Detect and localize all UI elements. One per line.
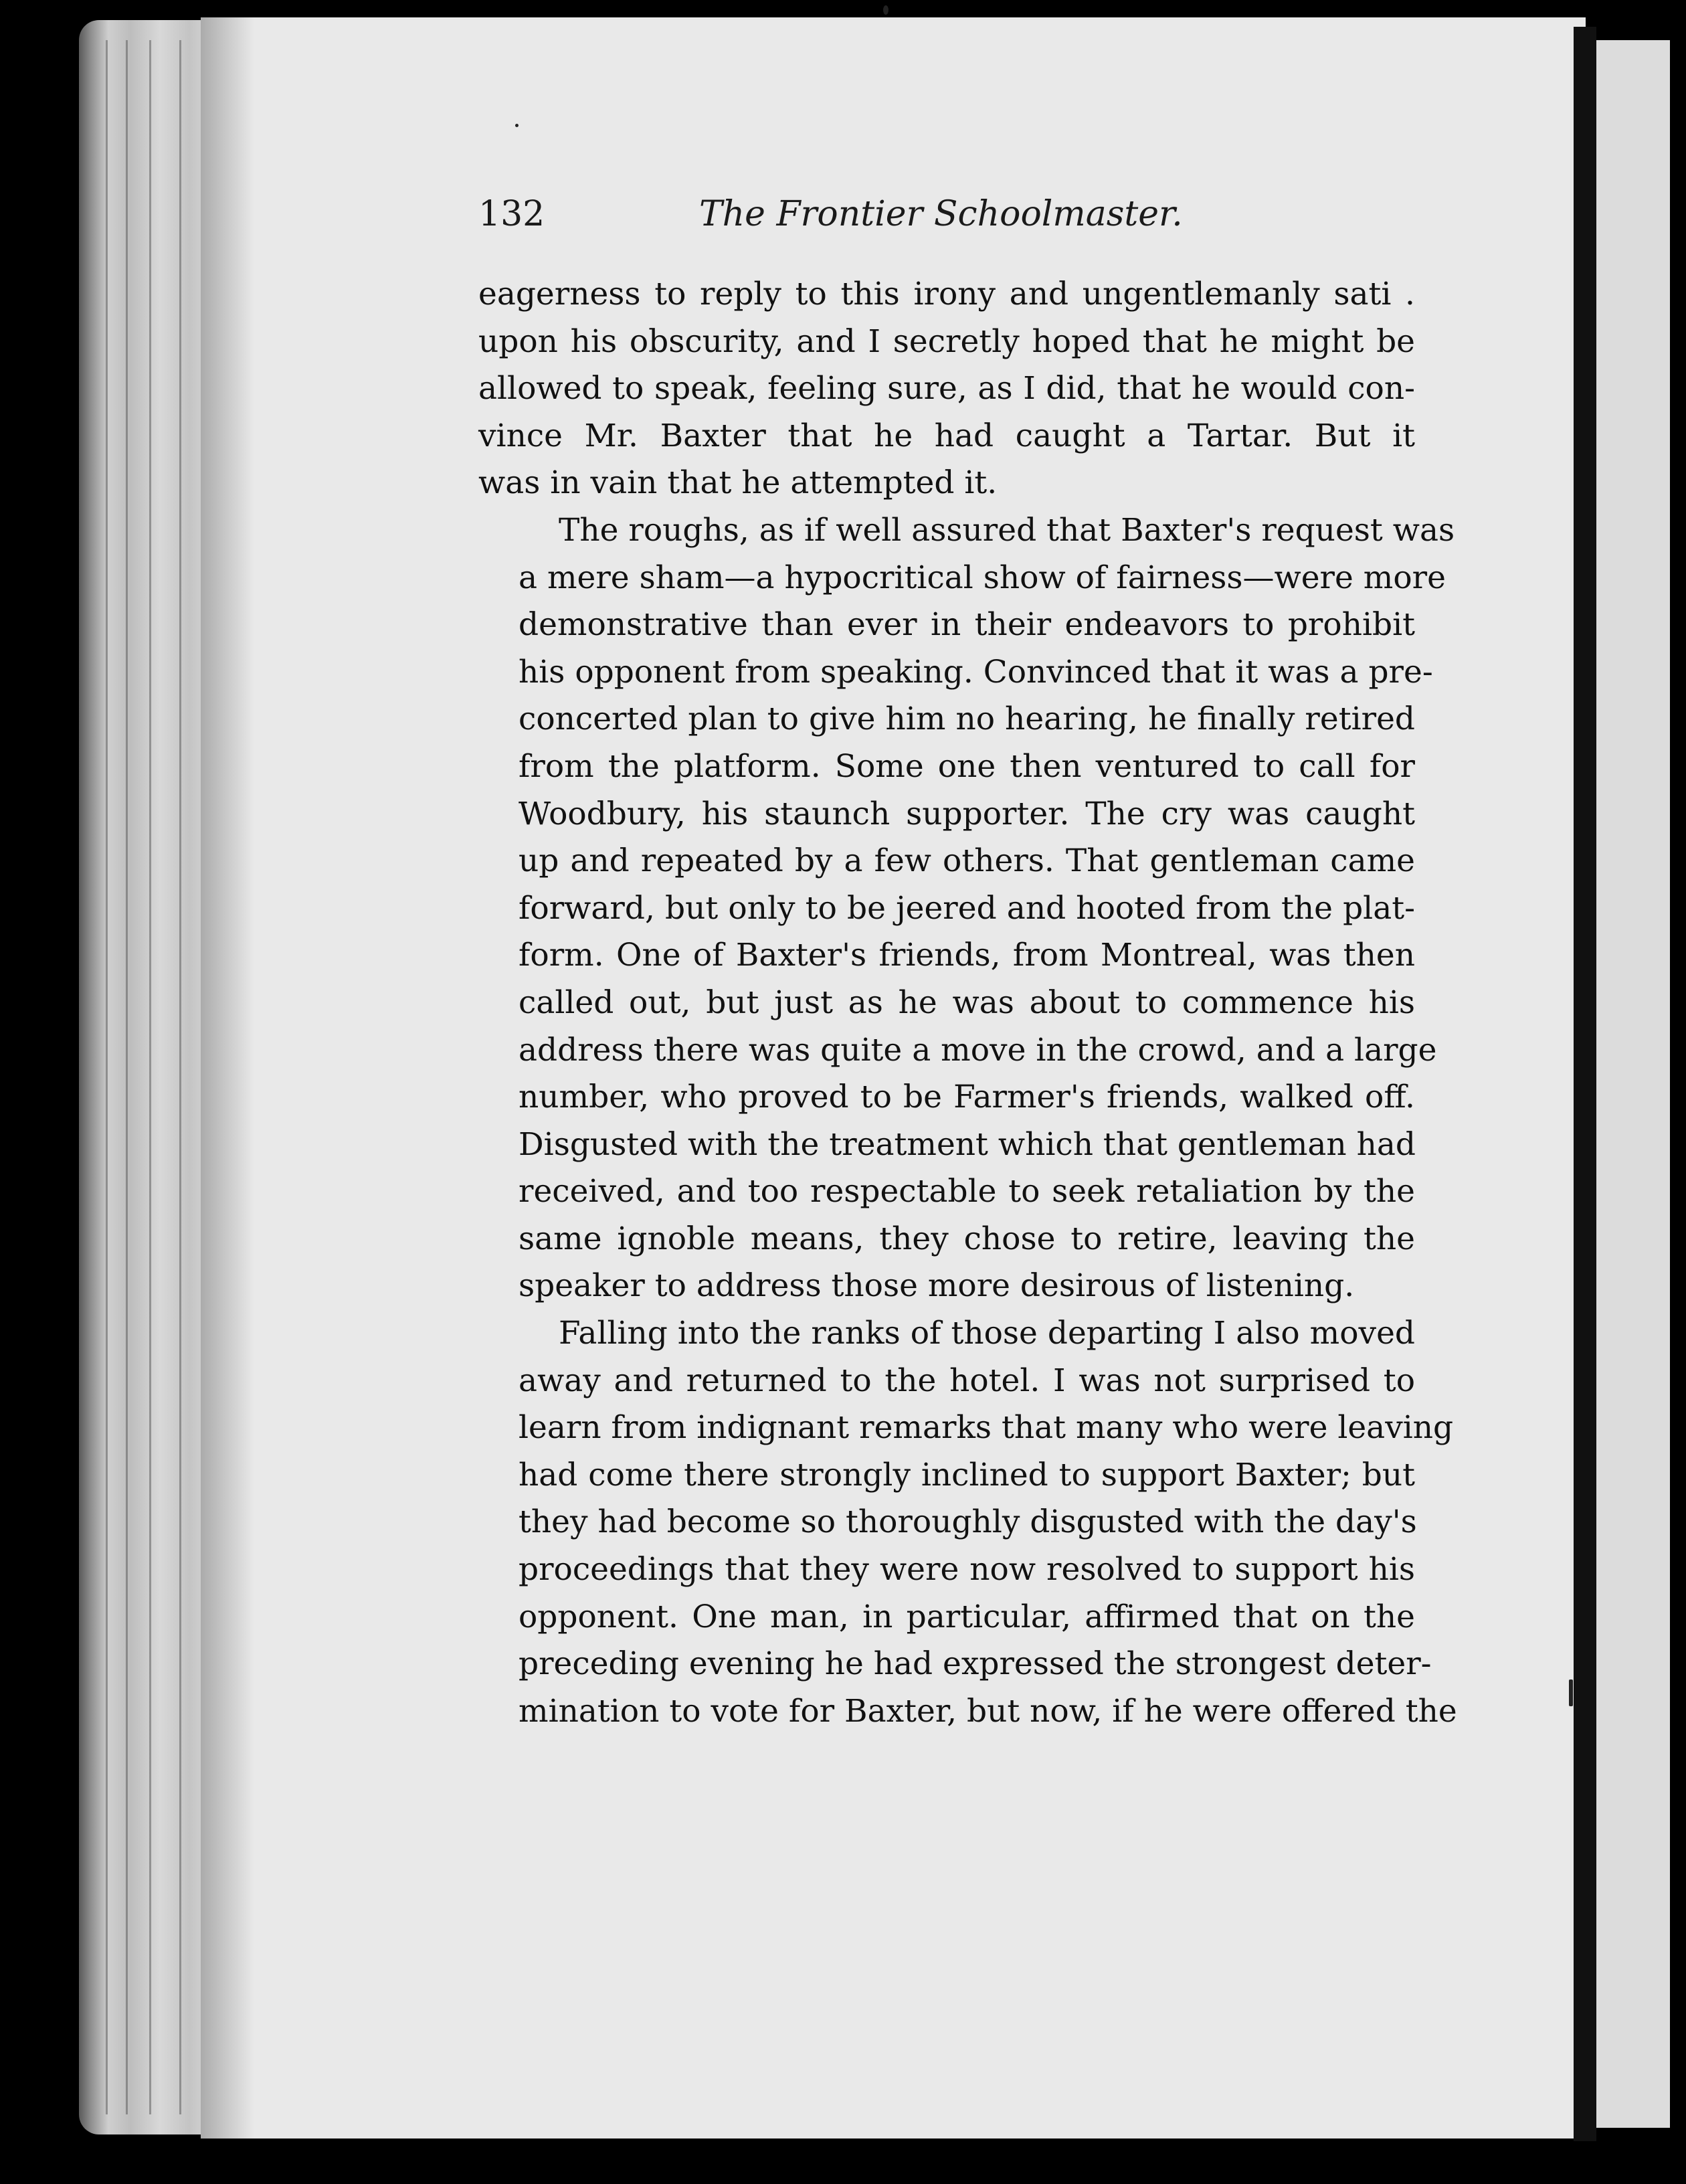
- text-line: Disgusted with the treatment which that gentleman had: [519, 1125, 1416, 1163]
- text-line: called out, but just as he was about to commence his: [519, 984, 1415, 1021]
- paragraph: [478, 1310, 1457, 1735]
- text-line: Falling into the ranks of those departing I also moved: [559, 1315, 1415, 1352]
- text-line: preceding evening he had expressed the strongest deter-: [519, 1645, 1432, 1683]
- text-line: from the platform. Some one then ventured to call for: [519, 747, 1415, 785]
- scan-speck: [515, 124, 519, 127]
- text-line: opponent. One man, in particular, affirmed that on the: [519, 1598, 1415, 1635]
- text-line: The roughs, as if well assured that Baxter's request was: [559, 511, 1455, 549]
- text-line: eagerness to reply to this irony and ungentlemanly sati .: [478, 276, 1415, 312]
- text-line: vince Mr. Baxter that he had caught a Tartar. But it: [478, 417, 1415, 454]
- text-line: demonstrative than ever in their endeavors to prohibit: [519, 606, 1415, 644]
- paragraph: [478, 507, 1455, 1310]
- text-line: they had become so thoroughly disgusted with the day's: [519, 1504, 1417, 1541]
- text-line: proceedings that they were now resolved to support his: [519, 1551, 1415, 1588]
- scan-speck: [1569, 1679, 1573, 1706]
- text-line: allowed to speak, feeling sure, as I did, that he would con-: [478, 370, 1415, 407]
- text-line: mination to vote for Baxter, but now, if he were offered the: [519, 1692, 1457, 1730]
- scan-speck: [883, 5, 888, 15]
- text-line: number, who proved to be Farmer's friends, walked off.: [519, 1079, 1415, 1116]
- facing-page-edge: [1596, 40, 1670, 2128]
- page-number: 132: [478, 194, 545, 234]
- text-line: upon his obscurity, and I secretly hoped that he might be: [478, 323, 1415, 360]
- text-line: speaker to address those more desirous of listening.: [519, 1267, 1355, 1305]
- text-line: forward, but only to be jeered and hooted from the plat-: [519, 889, 1415, 927]
- text-line: Woodbury, his staunch supporter. The cry was caught: [519, 795, 1415, 832]
- text-line: received, and too respectable to seek retaliation by the: [519, 1173, 1415, 1210]
- text-line: concerted plan to give him no hearing, he finally retired: [519, 701, 1415, 738]
- text-line: his opponent from speaking. Convinced that it was a pre-: [519, 653, 1433, 691]
- text-line: was in vain that he attempted it.: [478, 464, 998, 502]
- book-gutter: [1574, 27, 1596, 2141]
- text-line: same ignoble means, they chose to retire, leaving the: [519, 1220, 1415, 1257]
- text-line: had come there strongly inclined to support Baxter; but: [519, 1456, 1415, 1493]
- text-line: away and returned to the hotel. I was not surprised to: [519, 1362, 1415, 1399]
- text-line: a mere sham—a hypocritical show of fairness—were more: [519, 559, 1446, 596]
- body-text: [478, 271, 1457, 1735]
- paragraph: [478, 271, 1415, 507]
- text-line: form. One of Baxter's friends, from Montreal, was then: [519, 937, 1415, 974]
- running-head-title: The Frontier Schoolmaster.: [699, 194, 1183, 234]
- text-line: up and repeated by a few others. That gentleman came: [519, 842, 1415, 880]
- running-head: [478, 194, 1438, 248]
- text-line: address there was quite a move in the crowd, and a large: [519, 1031, 1437, 1069]
- text-line: learn from indignant remarks that many who were leaving: [519, 1409, 1454, 1447]
